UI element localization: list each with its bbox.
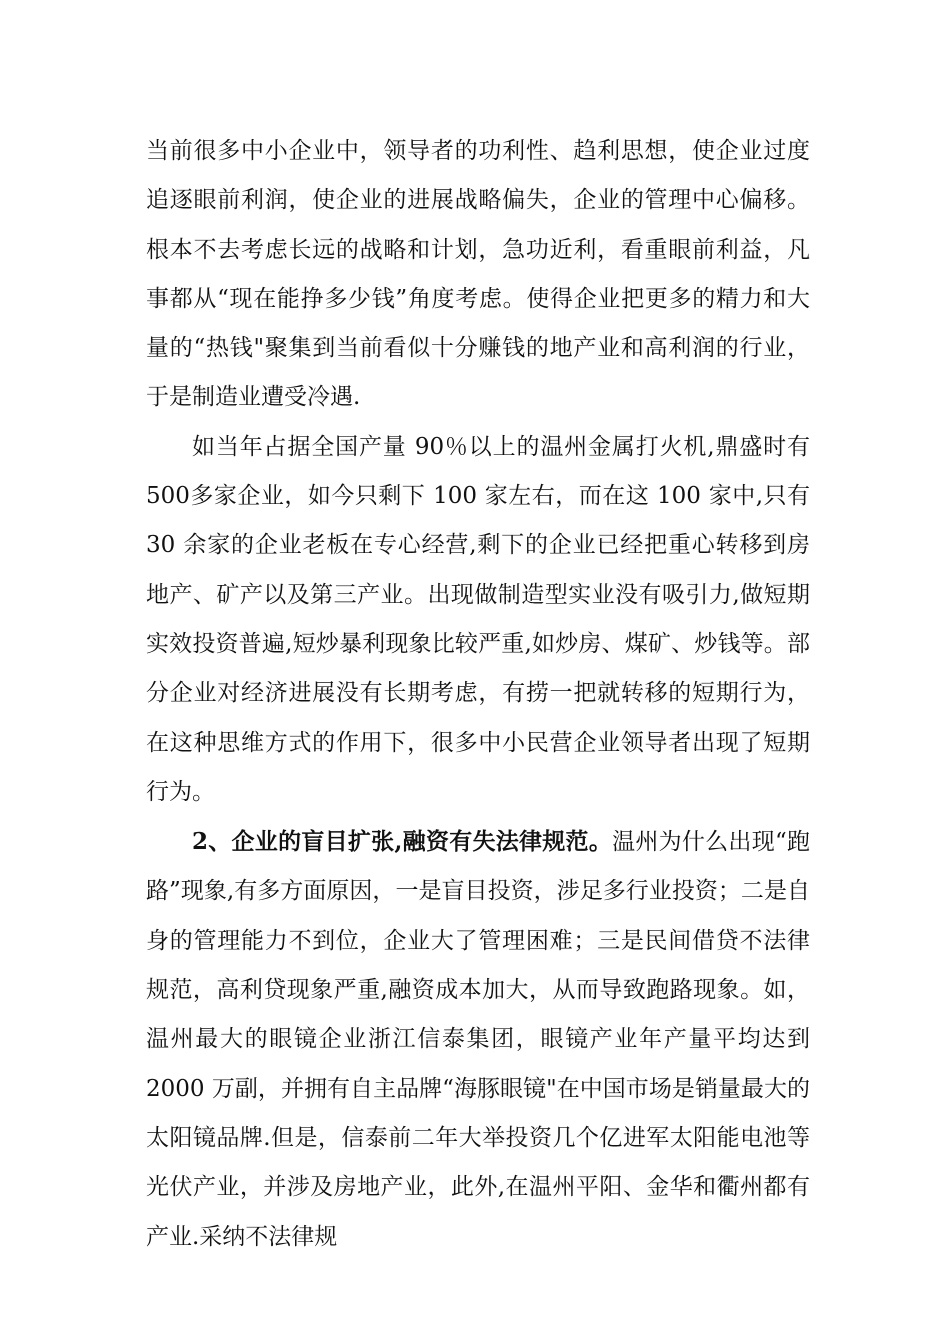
body-text [146,127,810,1262]
section-heading: 2、企业的盲目扩张,融资有失法律规范。 [192,828,613,856]
paragraph-1-text: 当前很多中小企业中，领导者的功利性、趋利思想，使企业过度追逐眼前利润，使企业的进展战略偏失，企业的管理中心偏移。根本不去考虑长远的战略和计划，急功近利，看重眼前利益，凡事都从“现在能挣多少钱”角度考虑。使得企业把更多的精力和大量的“热钱"聚集到当前看似十分赚钱的地产业和高利润的行业，于是制造业遭受冷遇. [146,138,810,411]
paragraph-2-text: 如当年占据全国产量 90％以上的温州金属打火机,鼎盛时有 500多家企业，如今只剩下 100 家左右，而在这 100 家中,只有 30 余家的企业老板在专心经营,剩下的企业已经把重心转移到房地产、矿产以及第三产业。出现做制造型实业没有吸引力,做短期实效投资普遍,短炒暴利现象比较严重,如炒房、煤矿、炒钱等。部分企业对经济进展没有长期考虑，有捞一把就转移的短期行为，在这种思维方式的作用下，很多中小民营企业领导者出现了短期行为。 [146,433,810,805]
paragraph-3 [146,817,810,1262]
paragraph-3-text: 温州为什么出现“跑路”现象,有多方面原因，一是盲目投资，涉足多行业投资；二是自身的管理能力不到位，企业大了管理困难；三是民间借贷不法律规范，高利贷现象严重,融资成本加大，从而导致跑路现象。如，温州最大的眼镜企业浙江信泰集团，眼镜产业年产量平均达到 2000 万副，并拥有自主品牌“海豚眼镜"在中国市场是销量最大的太阳镜品牌.但是，信泰前二年大举投资几个亿进军太阳能电池等光伏产业，并涉及房地产业，此外,在温州平阳、金华和衢州都有产业.采纳不法律规 [146,829,810,1250]
paragraph-1 [146,127,810,423]
paragraph-2 [146,423,810,817]
